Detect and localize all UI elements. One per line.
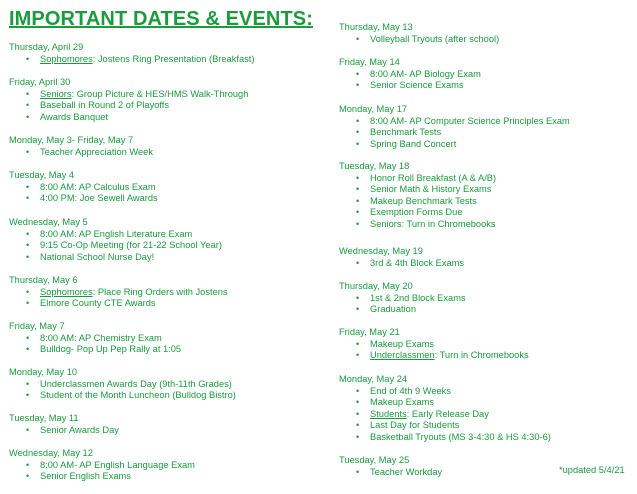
event-list xyxy=(339,116,635,151)
event-text: Makeup Exams xyxy=(370,338,435,349)
event-item xyxy=(9,240,329,252)
updated-note: *updated 5/4/21 xyxy=(559,465,625,475)
event-item xyxy=(339,420,635,432)
date-heading: Wednesday, May 5 xyxy=(9,217,88,227)
event-item xyxy=(9,147,329,159)
date-group xyxy=(9,367,329,402)
event-text: 8:00 AM: AP English Literature Exam xyxy=(40,228,193,239)
date-group xyxy=(9,42,329,65)
event-item xyxy=(9,182,329,194)
event-item xyxy=(339,409,635,421)
event-text: : Early Release Day xyxy=(406,408,489,419)
event-text: Last Day for Students xyxy=(370,420,460,430)
event-list xyxy=(339,69,635,92)
event-list xyxy=(9,182,329,205)
event-list xyxy=(9,147,329,159)
event-text: Makeup Exams xyxy=(370,397,435,407)
date-heading: Friday, May 7 xyxy=(9,321,65,331)
event-text: Bulldog- Pop Up Pep Rally at 1:05 xyxy=(40,344,182,354)
event-item xyxy=(9,390,329,402)
event-item xyxy=(9,229,329,241)
event-list xyxy=(339,293,635,316)
event-list xyxy=(9,89,329,124)
event-item xyxy=(9,379,329,391)
date-group xyxy=(339,161,635,230)
event-text: 8:00 AM: AP Chemistry Exam xyxy=(40,332,162,343)
event-text: 8:00 AM- AP Biology Exam xyxy=(370,68,481,79)
date-group xyxy=(339,22,635,45)
audience-label: Sophomores xyxy=(40,53,93,64)
event-text: 1st & 2nd Block Exams xyxy=(370,292,466,303)
event-item xyxy=(339,304,635,316)
audience-label: Sophomores xyxy=(40,286,93,297)
event-text: Makeup Benchmark Tests xyxy=(370,195,477,206)
event-text: Senior English Exams xyxy=(40,471,131,481)
event-list xyxy=(9,379,329,402)
date-heading: Monday, May 3- Friday, May 7 xyxy=(9,135,134,145)
event-text: Student of the Month Luncheon (Bulldog Bistro) xyxy=(40,390,236,400)
event-item xyxy=(9,471,329,483)
date-heading: Monday, May 24 xyxy=(339,374,408,384)
event-text: Teacher Workday xyxy=(370,466,443,477)
date-heading: Monday, May 17 xyxy=(339,104,408,114)
event-item xyxy=(9,298,329,310)
date-group xyxy=(9,135,329,158)
event-text: End of 4th 9 Weeks xyxy=(370,385,451,396)
event-item xyxy=(339,350,635,362)
event-item xyxy=(339,196,635,208)
event-item xyxy=(339,184,635,196)
date-heading: Thursday, May 6 xyxy=(9,275,78,285)
event-item xyxy=(339,127,635,139)
event-list xyxy=(9,333,329,356)
event-text: National School Nurse Day! xyxy=(40,251,155,262)
event-item xyxy=(339,258,635,270)
date-group xyxy=(9,77,329,123)
event-item xyxy=(9,100,329,112)
event-text: 8:00 AM- AP Computer Science Principles Exam xyxy=(370,115,570,126)
date-heading: Thursday, April 29 xyxy=(9,42,84,52)
audience-label: Students xyxy=(370,408,407,419)
event-text: : Turn in Chromebooks xyxy=(434,350,529,360)
event-text: Graduation xyxy=(370,304,416,314)
date-heading: Thursday, May 20 xyxy=(339,281,413,291)
event-text: Spring Band Concert xyxy=(370,138,457,149)
event-list xyxy=(9,287,329,310)
date-group xyxy=(9,448,329,483)
event-item xyxy=(9,287,329,299)
event-text: Senior Science Exams xyxy=(370,80,464,90)
event-text: : Place Ring Orders with Jostens xyxy=(92,286,228,297)
event-text: 8:00 AM: AP Calculus Exam xyxy=(40,181,156,192)
event-item xyxy=(339,339,635,351)
event-item xyxy=(9,54,329,66)
date-group xyxy=(339,327,635,362)
date-group xyxy=(9,170,329,205)
date-group xyxy=(9,413,329,436)
event-text: 8:00 AM- AP English Language Exam xyxy=(40,459,195,470)
event-item xyxy=(9,333,329,345)
event-list xyxy=(9,425,329,437)
date-heading: Thursday, May 13 xyxy=(339,22,413,32)
date-heading: Monday, May 10 xyxy=(9,367,78,377)
audience-label: Seniors xyxy=(40,88,72,99)
date-heading: Tuesday, May 25 xyxy=(339,455,410,465)
event-item xyxy=(339,139,635,151)
date-group xyxy=(339,374,635,443)
event-item xyxy=(339,432,635,444)
date-group xyxy=(339,281,635,316)
date-heading: Tuesday, May 18 xyxy=(339,161,410,171)
date-group xyxy=(9,217,329,263)
event-item xyxy=(339,397,635,409)
event-list xyxy=(339,339,635,362)
event-item xyxy=(339,219,635,231)
event-item xyxy=(339,116,635,128)
date-group xyxy=(339,246,635,269)
event-item xyxy=(9,89,329,101)
event-text: 9:15 Co-Op Meeting (for 21-22 School Year) xyxy=(40,240,222,250)
event-text: 4:00 PM: Joe Sewell Awards xyxy=(40,193,158,203)
event-text: Benchmark Tests xyxy=(370,127,442,137)
event-item xyxy=(339,386,635,398)
date-heading: Tuesday, May 4 xyxy=(9,170,75,180)
event-list xyxy=(339,386,635,444)
event-item xyxy=(9,193,329,205)
event-item xyxy=(9,460,329,472)
event-text: 3rd & 4th Block Exams xyxy=(370,257,465,268)
date-heading: Wednesday, May 19 xyxy=(339,246,423,256)
event-text: Basketball Tryouts (MS 3-4:30 & HS 4:30-6) xyxy=(370,431,551,442)
date-heading: Wednesday, May 12 xyxy=(9,448,93,458)
event-item xyxy=(9,425,329,437)
event-list xyxy=(9,460,329,483)
event-item xyxy=(339,69,635,81)
event-text: Senior Awards Day xyxy=(40,424,119,435)
event-text: Senior Math & History Exams xyxy=(370,184,492,194)
date-group xyxy=(339,57,635,92)
event-text: Elmore County CTE Awards xyxy=(40,298,156,308)
event-item xyxy=(339,34,635,46)
date-heading: Friday, May 14 xyxy=(339,57,400,67)
audience-label: Underclassmen xyxy=(370,350,435,360)
event-list xyxy=(339,258,635,270)
event-text: Awards Banquet xyxy=(40,111,109,122)
event-text: Underclassmen Awards Day (9th-11th Grades) xyxy=(40,378,232,389)
event-item xyxy=(339,293,635,305)
event-list xyxy=(339,173,635,231)
event-item xyxy=(339,173,635,185)
event-item xyxy=(9,112,329,124)
event-list xyxy=(9,54,329,66)
date-group xyxy=(339,104,635,150)
page-title: IMPORTANT DATES & EVENTS: xyxy=(9,8,313,30)
event-item xyxy=(9,252,329,264)
date-group xyxy=(9,275,329,310)
event-text: Teacher Appreciation Week xyxy=(40,146,154,157)
event-text: : Group Picture & HES/HMS Walk-Through xyxy=(71,88,249,99)
event-list xyxy=(9,229,329,264)
event-text: : Jostens Ring Presentation (Breakfast) xyxy=(92,53,255,64)
event-text: Baseball in Round 2 of Playoffs xyxy=(40,100,170,110)
event-item xyxy=(339,207,635,219)
date-heading: Tuesday, May 11 xyxy=(9,413,79,423)
event-text: Exemption Forms Due xyxy=(370,207,463,217)
event-text: Seniors: Turn in Chromebooks xyxy=(370,218,496,229)
event-text: Volleyball Tryouts (after school) xyxy=(370,33,500,44)
event-item xyxy=(339,80,635,92)
date-heading: Friday, April 30 xyxy=(9,77,71,87)
event-list xyxy=(339,34,635,46)
date-group xyxy=(9,321,329,356)
event-text: Honor Roll Breakfast (A & A/B) xyxy=(370,172,497,183)
event-item xyxy=(9,344,329,356)
date-heading: Friday, May 21 xyxy=(339,327,400,337)
